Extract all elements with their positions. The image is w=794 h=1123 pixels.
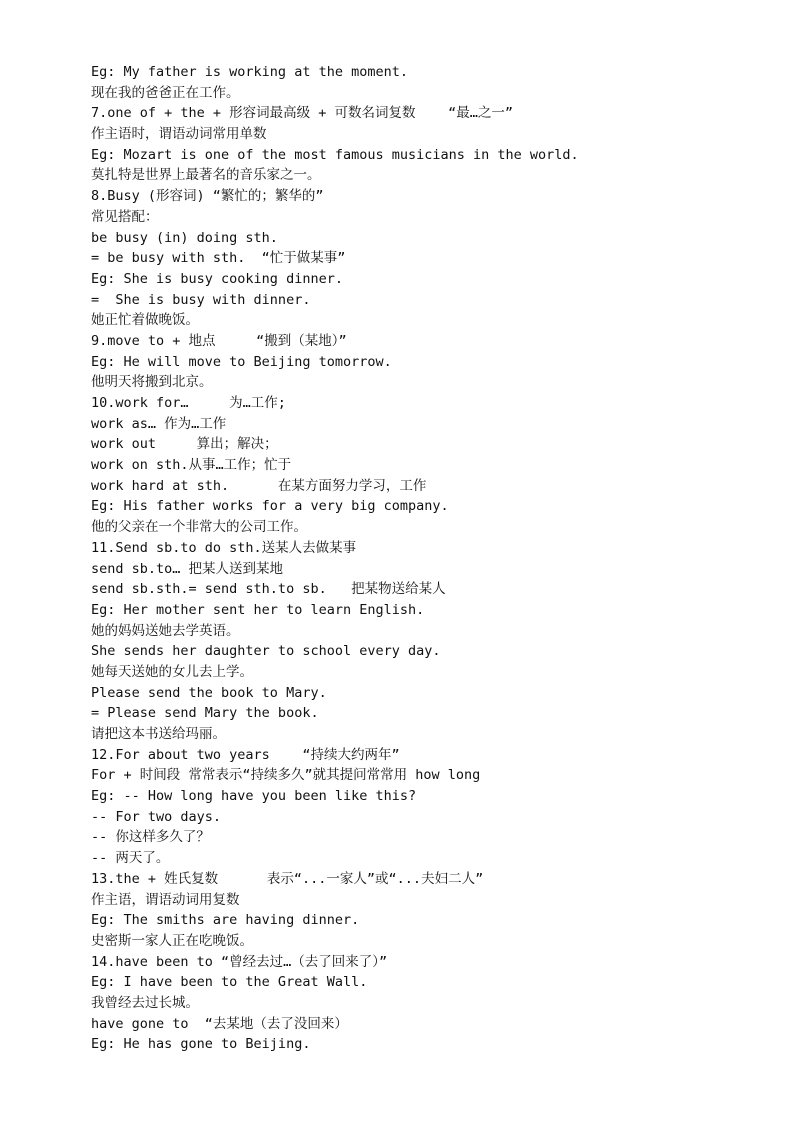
text-line: 史密斯一家人正在吃晚饭。 bbox=[91, 932, 253, 949]
text-line: Eg: My father is working at the moment. bbox=[91, 64, 408, 80]
text-line: Please send the book to Mary. bbox=[91, 684, 327, 701]
text-line: Eg: Her mother sent her to learn English. bbox=[91, 601, 425, 618]
text-line: work hard at sth. 在某方面努力学习，工作 bbox=[91, 477, 427, 494]
text-line: 他明天将搬到北京。 bbox=[91, 374, 213, 391]
text-line: work as… 作为…工作 bbox=[91, 415, 227, 432]
text-line: -- 你这样多久了？ bbox=[91, 829, 210, 846]
text-line: 他的父亲在一个非常大的公司工作。 bbox=[91, 519, 307, 536]
text-line: Eg: She is busy cooking dinner. bbox=[91, 270, 343, 287]
text-line: work on sth.从事…工作；忙于 bbox=[91, 457, 292, 474]
text-line: 她的妈妈送她去学英语。 bbox=[91, 622, 240, 639]
text-line: = She is busy with dinner. bbox=[91, 291, 311, 308]
text-line: 请把这本书送给玛丽。 bbox=[91, 726, 226, 742]
text-line: 11.Send sb.to do sth.送某人去做某事 bbox=[91, 539, 357, 556]
text-line: 我曾经去过长城。 bbox=[91, 994, 199, 1011]
text-line: = Please send Mary the book. bbox=[91, 705, 319, 722]
text-line: Eg: Mozart is one of the most famous musicians in the world. bbox=[91, 146, 579, 163]
text-line: 作主语时，谓语动词常用单数 bbox=[91, 126, 267, 143]
text-line: 常见搭配： bbox=[91, 208, 159, 225]
text-line: For + 时间段 常常表示“持续多久”就其提问常常用 how long bbox=[91, 767, 481, 784]
text-line: 8.Busy (形容词) “繁忙的；繁华的” bbox=[91, 188, 324, 205]
text-line: 莫扎特是世界上最著名的音乐家之一。 bbox=[91, 167, 321, 184]
text-line: have gone to “去某地（去了没回来） bbox=[91, 1015, 348, 1032]
text-line: 13.the + 姓氏复数 表示“...一家人”或“...夫妇二人” bbox=[91, 870, 484, 887]
text-line: work out 算出；解决； bbox=[91, 436, 278, 453]
text-line: -- For two days. bbox=[91, 808, 222, 825]
text-line: = be busy with sth. “忙于做某事” bbox=[91, 250, 346, 267]
text-line: 14.have been to “曾经去过…（去了回来了）” bbox=[91, 953, 388, 970]
text-line: Eg: He has gone to Beijing. bbox=[91, 1036, 311, 1053]
text-line: Eg: The smiths are having dinner. bbox=[91, 912, 360, 929]
text-line: send sb.sth.= send sth.to sb. 把某物送给某人 bbox=[91, 581, 446, 598]
document-page bbox=[91, 62, 771, 1055]
text-line: -- 两天了。 bbox=[91, 850, 170, 867]
text-line: 她每天送她的女儿去上学。 bbox=[91, 663, 253, 680]
text-line: 12.For about two years “持续大约两年” bbox=[91, 746, 400, 763]
text-line: be busy (in) doing sth. bbox=[91, 229, 278, 246]
text-line: 作主语，谓语动词用复数 bbox=[91, 891, 240, 908]
text-line: Eg: He will move to Beijing tomorrow. bbox=[91, 353, 392, 370]
text-line: 7.one of + the + 形容词最高级 + 可数名词复数 “最…之一” bbox=[91, 105, 513, 122]
text-line: Eg: I have been to the Great Wall. bbox=[91, 974, 368, 991]
text-line: 她正忙着做晚饭。 bbox=[91, 312, 199, 329]
text-line: 10.work for… 为…工作; bbox=[91, 395, 286, 411]
text-line: 9.move to + 地点 “搬到（某地）” bbox=[91, 332, 347, 349]
text-line: She sends her daughter to school every day. bbox=[91, 643, 441, 660]
text-line: 现在我的爸爸正在工作。 bbox=[91, 84, 240, 101]
text-line: Eg: His father works for a very big company. bbox=[91, 498, 449, 515]
text-line: Eg: -- How long have you been like this? bbox=[91, 788, 417, 805]
text-line: send sb.to… 把某人送到某地 bbox=[91, 560, 284, 577]
